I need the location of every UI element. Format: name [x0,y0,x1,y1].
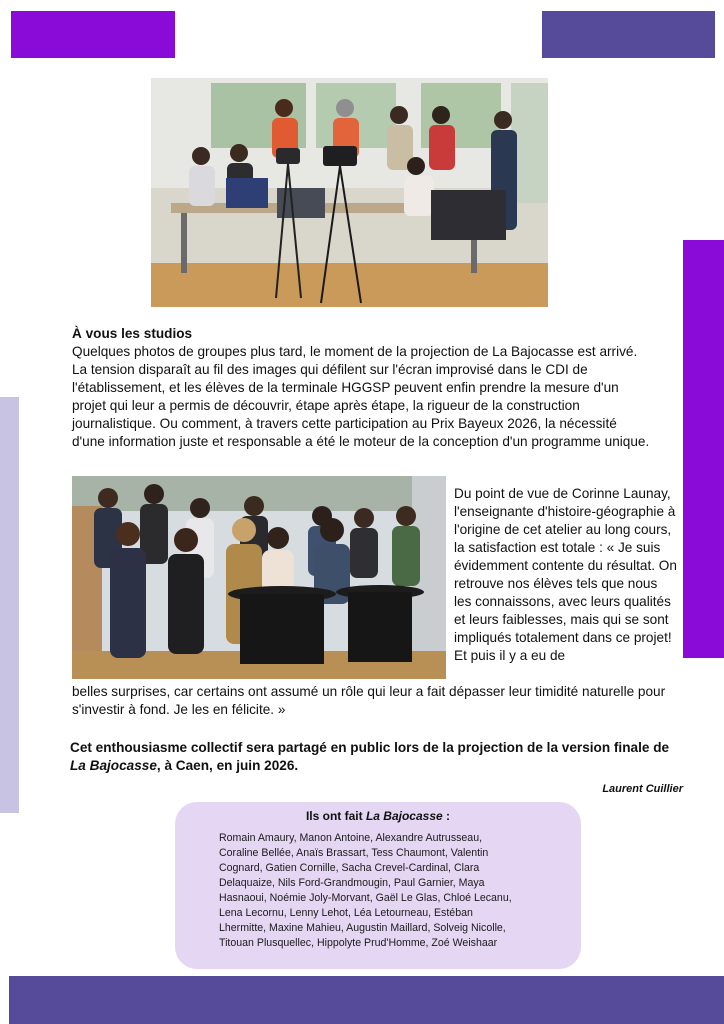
decor-bar-left [0,397,19,813]
studio-photo [151,78,548,307]
closing-paragraph [70,739,680,775]
credits-title [175,809,581,823]
article-paragraph: Quelques photos de groupes plus tard, le moment de la projection de La Bajocasse est arrivé. La tension disparaît au fil des images qui défilent sur l'écran improvisé dans le CDI de l'établissement, et les élèves de la terminale HGGSP peuvent enfin prendre la mesure d'un projet qui leur a permis de découvrir, étape après étape, la rigueur de la construction journalistique. Ou comment, à travers cette participation au Prix Bayeux 2026, la nécessité d'une information juste et responsable a été le moteur de la conception d'un programme unique. [72,344,650,449]
decor-bar-top-left [11,11,175,58]
credits-title-suffix: : [442,809,451,823]
credits-names: Romain Amaury, Manon Antoine, Alexandre Autrusseau, Coraline Bellée, Anaïs Brassart, Tess Chaumont, Valentin Cognard, Gatien Cornille, Sacha Crevel-Cardinal, Clara Delaquaize, Nils Ford-Grandmougin, Paul Garnier, Maya Hasnaoui, Noémie Joly-Morvant, Gaël Le Glas, Chloé Lecanu, Lena Lecornu, Lenny Lehot, Léa Letourneau, Estéban Lhermitte, Maxine Mahieu, Augustin Maillard, Solveig Nicolle, Titouan Plusquellec, Hippolyte Prud'Homme, Zoé Weishaar [219,832,512,949]
decor-bar-right [683,240,724,658]
author-signature: Laurent Cuillier [602,783,683,795]
credits-box [175,802,581,969]
credits-title-prefix: Ils ont fait [305,809,366,823]
decor-bar-top-right [542,11,715,58]
quote-paragraph: Du point de vue de Corinne Launay, l'enseignante d'histoire-géographie à l'origine de cet atelier au long cours, la satisfaction est totale : « Je suis évidemment contente du résultat. On retrouve nos élèves tels que nous les connaissons, avec leurs qualités et leurs faiblesses, mais qui se sont impliqués totalement dans ce projet! Et puis il y a eu de [454,486,677,663]
credits-title-italic: La Bajocasse [365,809,443,823]
group-photo [72,476,446,679]
closing-title: La Bajocasse [70,758,157,773]
quote-paragraph-continued: belles surprises, car certains ont assumé un rôle qui leur a fait dépasser leur timidité naturelle pour s'investir à fond. Je les en félicite. » [72,684,666,717]
closing-text-2: , à Caen, en juin 2026. [156,758,299,773]
section-heading: À vous les studios [72,326,193,341]
decor-bar-bottom [9,976,724,1024]
closing-text-1: Cet enthousiasme collectif sera partagé en public lors de la projection de la version finale de [70,740,670,755]
